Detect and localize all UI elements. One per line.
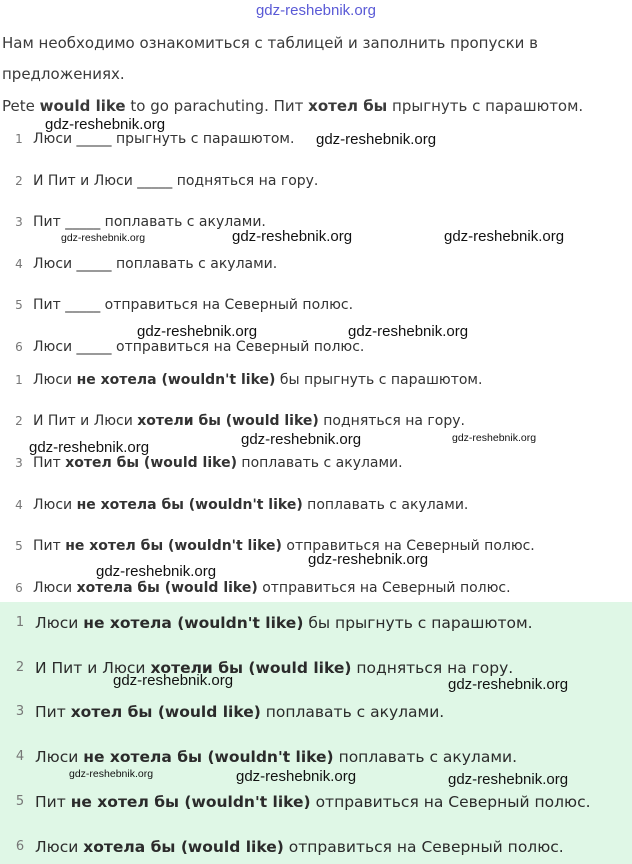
row-number: 6 (15, 581, 23, 595)
answer-post: отправиться на Северный полюс. (281, 538, 535, 554)
row-number: 4 (15, 749, 25, 764)
row-number: 3 (15, 704, 25, 719)
answer-pre: Люси (35, 614, 84, 632)
row-number: 6 (15, 839, 25, 854)
answer-pre: И Пит и Люси (35, 659, 151, 677)
row-text (35, 610, 533, 636)
row-text (35, 699, 444, 725)
answer-bold: хотел бы (would like) (70, 703, 261, 721)
row-text (35, 744, 517, 770)
row-text: Люси _____ прыгнуть с парашютом. (33, 131, 295, 147)
row-text (35, 655, 513, 681)
row-number: 2 (15, 660, 25, 675)
row-number: 1 (15, 132, 23, 146)
answer-bold: хотели бы (would like) (137, 413, 319, 429)
intro-example (2, 96, 622, 116)
row-number: 5 (15, 794, 25, 809)
row-text: Пит _____ отправиться на Северный полюс. (33, 297, 354, 313)
answer-pre: Люси (35, 748, 84, 766)
answer-row (0, 410, 620, 432)
watermark: gdz-reshebnik.org (96, 563, 217, 580)
answer-bold: хотела бы (would like) (83, 838, 284, 856)
answer-pre: И Пит и Люси (33, 413, 138, 429)
answer-post: поплавать с акулами. (302, 497, 469, 513)
panel-answer-row (0, 744, 632, 770)
answer-post: подняться на гору. (318, 413, 465, 429)
answer-post: бы прыгнуть с парашютом. (275, 372, 483, 388)
intro-line-2: предложениях. (2, 65, 125, 83)
answer-post: отправиться на Северный полюс. (257, 580, 511, 596)
answer-post: подняться на гору. (351, 659, 514, 677)
row-number: 3 (15, 456, 23, 470)
watermark: gdz-reshebnik.org (236, 768, 357, 785)
example-en-bold: would like (39, 97, 126, 115)
watermark: gdz-reshebnik.org (137, 323, 258, 340)
row-number: 3 (15, 215, 23, 229)
example-ru-post: прыгнуть с парашютом. (387, 97, 584, 115)
watermark: gdz-reshebnik.org (29, 439, 150, 456)
answer-bold: хотели бы (would like) (150, 659, 352, 677)
row-text: И Пит и Люси _____ подняться на гору. (33, 173, 319, 189)
answer-pre: Люси (33, 580, 77, 596)
row-number: 4 (15, 498, 23, 512)
row-number: 1 (15, 373, 23, 387)
row-text (35, 834, 564, 860)
answer-post: поплавать с акулами. (333, 748, 518, 766)
blank-row (0, 253, 620, 275)
row-number: 6 (15, 340, 23, 354)
panel-answer-row (0, 834, 632, 860)
row-number: 5 (15, 298, 23, 312)
answer-bold: не хотел бы (wouldn't like) (65, 538, 282, 554)
row-number: 4 (15, 257, 23, 271)
row-text (33, 494, 468, 516)
row-text (33, 410, 465, 432)
site-header-link[interactable]: gdz-reshebnik.org (255, 2, 377, 19)
answer-pre: Пит (33, 455, 66, 471)
row-text: Пит _____ поплавать с акулами. (33, 214, 266, 230)
watermark: gdz-reshebnik.org (308, 551, 429, 568)
answer-bold: хотел бы (would like) (65, 455, 237, 471)
answer-pre: Пит (35, 793, 71, 811)
watermark: gdz-reshebnik.org (241, 431, 362, 448)
panel-answer-row (0, 789, 632, 815)
watermark: gdz-reshebnik.org (348, 323, 469, 340)
answer-post: поплавать с акулами. (260, 703, 445, 721)
row-text (35, 789, 591, 815)
answer-post: бы прыгнуть с парашютом. (303, 614, 533, 632)
row-number: 2 (15, 174, 23, 188)
example-en-pre: Pete (2, 97, 40, 115)
answer-bold: не хотела (wouldn't like) (76, 372, 276, 388)
answer-pre: Люси (33, 497, 77, 513)
row-text (33, 577, 511, 599)
watermark: gdz-reshebnik.org (452, 432, 537, 444)
watermark: gdz-reshebnik.org (113, 672, 234, 689)
watermark: gdz-reshebnik.org (61, 232, 146, 244)
answer-bold: не хотела бы (wouldn't like) (83, 748, 334, 766)
answer-post: отправиться на Северный полюс. (310, 793, 591, 811)
watermark: gdz-reshebnik.org (45, 116, 166, 133)
answer-post: поплавать с акулами. (236, 455, 403, 471)
watermark: gdz-reshebnik.org (444, 228, 565, 245)
blank-row (0, 294, 620, 316)
answer-bold: не хотела бы (wouldn't like) (76, 497, 303, 513)
watermark: gdz-reshebnik.org (448, 771, 569, 788)
answer-bold: хотела бы (would like) (76, 580, 258, 596)
watermark: gdz-reshebnik.org (232, 228, 353, 245)
row-text (33, 535, 535, 557)
blank-row (0, 170, 620, 192)
answer-row (0, 494, 620, 516)
row-text: Люси _____ поплавать с акулами. (33, 256, 278, 272)
answer-post: отправиться на Северный полюс. (283, 838, 564, 856)
row-text: Люси _____ отправиться на Северный полюс. (33, 339, 365, 355)
row-number: 2 (15, 414, 23, 428)
answer-bold: не хотел бы (wouldn't like) (70, 793, 311, 811)
answer-pre: Пит (33, 538, 66, 554)
answer-row (0, 577, 620, 599)
example-ru-bold: хотел бы (308, 97, 388, 115)
watermark: gdz-reshebnik.org (69, 768, 154, 780)
watermark: gdz-reshebnik.org (316, 131, 437, 148)
answer-pre: Пит (35, 703, 71, 721)
row-number: 5 (15, 539, 23, 553)
intro-line-1: Нам необходимо ознакомиться с таблицей и заполнить пропуски в (2, 34, 539, 52)
example-en-post: to go parachuting. Пит (125, 97, 309, 115)
blank-row (0, 336, 620, 358)
row-number: 1 (15, 615, 25, 630)
panel-answer-row (0, 610, 632, 636)
answer-pre: Люси (33, 372, 77, 388)
answer-bold: не хотела (wouldn't like) (83, 614, 304, 632)
answer-pre: Люси (35, 838, 84, 856)
answer-row (0, 369, 620, 391)
panel-answer-row (0, 699, 632, 725)
watermark: gdz-reshebnik.org (448, 676, 569, 693)
row-text (33, 369, 482, 391)
answer-panel (0, 602, 632, 864)
